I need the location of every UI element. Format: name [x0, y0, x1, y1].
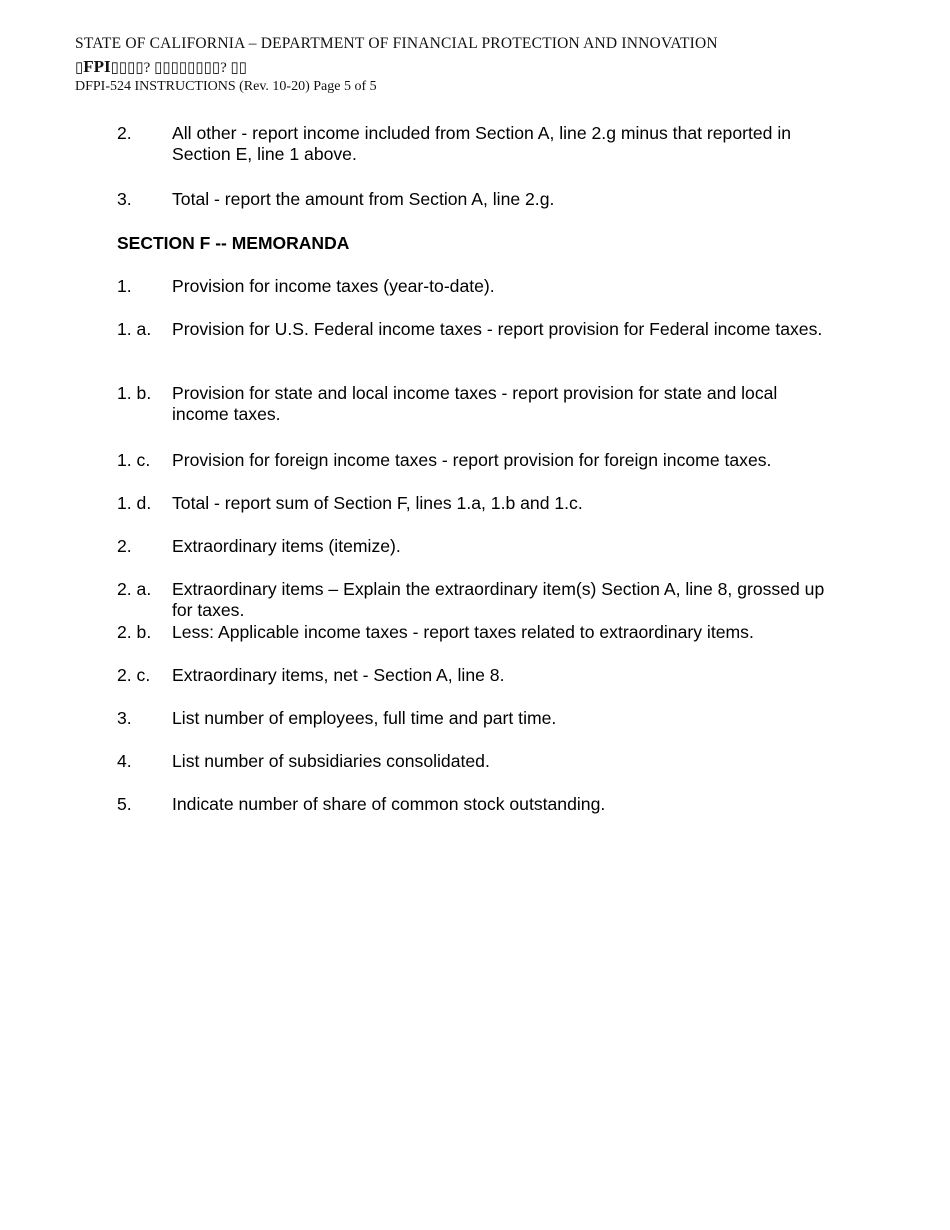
list-item: 4. List number of subsidiaries consolidated. — [117, 751, 490, 771]
list-item: 1. Provision for income taxes (year-to-date). — [117, 276, 495, 296]
header-garbled-line: ▯FPI▯▯▯▯? ▯▯▯▯▯▯▯▯? ▯▯ — [75, 57, 248, 76]
header-form-id: DFPI-524 INSTRUCTIONS (Rev. 10-20) Page 5 of 5 — [75, 79, 377, 94]
list-item: 2. c. Extraordinary items, net - Section A, line 8. — [117, 665, 505, 685]
list-item: 1. b. Provision for state and local income taxes - report provision for state and local income taxes. — [117, 383, 778, 424]
list-item: 5. Indicate number of share of common stock outstanding. — [117, 794, 606, 814]
list-item: 2. All other - report income included from Section A, line 2.g minus that reported in Section E, line 1 above. — [117, 123, 792, 164]
list-item: 1. a. Provision for U.S. Federal income taxes - report provision for Federal income taxes. — [117, 319, 823, 339]
header-agency: STATE OF CALIFORNIA – DEPARTMENT OF FINANCIAL PROTECTION AND INNOVATION — [75, 35, 718, 52]
list-item: 1. c. Provision for foreign income taxes - report provision for foreign income taxes. — [117, 450, 772, 470]
header-fpi-text: FPI — [83, 57, 111, 76]
section-f-title: SECTION F -- MEMORANDA — [117, 233, 350, 253]
list-item: 3. Total - report the amount from Section A, line 2.g. — [117, 189, 555, 209]
list-item: 3. List number of employees, full time and part time. — [117, 708, 557, 728]
list-item: 1. d. Total - report sum of Section F, lines 1.a, 1.b and 1.c. — [117, 493, 583, 513]
list-item: 2. b. Less: Applicable income taxes - report taxes related to extraordinary items. — [117, 622, 754, 642]
list-item: 2. a. Extraordinary items – Explain the extraordinary item(s) Section A, line 8, grossed up for taxes. — [117, 579, 825, 620]
list-item: 2. Extraordinary items (itemize). — [117, 536, 401, 556]
